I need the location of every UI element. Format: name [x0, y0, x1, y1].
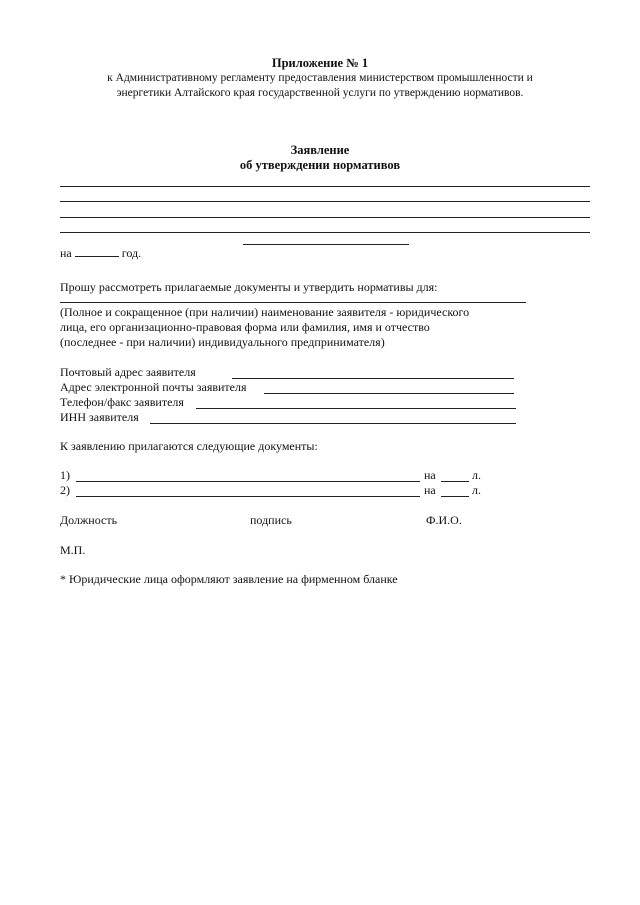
document-item-pages: л.	[472, 468, 481, 482]
applicant-note-line1: (Полное и сокращенное (при наличии) наименование заявителя - юридического	[60, 305, 470, 319]
blank-line[interactable]	[60, 232, 590, 233]
footnote: * Юридические лица оформляют заявление на фирменном бланке	[60, 572, 398, 586]
period-line	[60, 246, 141, 261]
email-field[interactable]	[264, 393, 514, 394]
document-item-pages: л.	[472, 483, 481, 497]
documents-intro: К заявлению прилагаются следующие документы:	[60, 439, 318, 453]
appendix-subtitle-line1: к Административному регламенту предоставления министерством промышленности и	[107, 72, 533, 84]
period-prefix: на	[60, 246, 72, 260]
inn-label: ИНН заявителя	[60, 410, 139, 424]
postal-address-field[interactable]	[232, 378, 514, 379]
applicant-note-line3: (последнее - при наличии) индивидуального предпринимателя)	[60, 335, 385, 349]
blank-line[interactable]	[60, 201, 590, 202]
short-blank-line[interactable]	[243, 244, 409, 245]
statement-title: Заявление	[290, 143, 350, 157]
stamp-label: М.П.	[60, 543, 86, 557]
document-item-field[interactable]	[76, 496, 420, 497]
period-suffix: год.	[121, 246, 142, 260]
period-year-field[interactable]	[75, 246, 119, 257]
applicant-note-line2: лица, его организационно-правовая форма или фамилия, имя и отчество	[60, 320, 430, 334]
document-item-field[interactable]	[76, 481, 420, 482]
document-pages-field[interactable]	[441, 481, 469, 482]
statement-subtitle: об утверждении нормативов	[239, 158, 401, 172]
document-pages-field[interactable]	[441, 496, 469, 497]
inn-field[interactable]	[150, 423, 516, 424]
blank-line[interactable]	[60, 217, 590, 218]
document-item-num: 2)	[60, 483, 70, 497]
email-label: Адрес электронной почты заявителя	[60, 380, 247, 394]
document-item-on: на	[424, 468, 436, 482]
blank-line[interactable]	[60, 186, 590, 187]
signature-sign: подпись	[250, 513, 292, 527]
postal-address-label: Почтовый адрес заявителя	[60, 365, 196, 379]
signature-name: Ф.И.О.	[426, 513, 462, 527]
document-item-on: на	[424, 483, 436, 497]
signature-position: Должность	[60, 513, 118, 527]
phone-fax-field[interactable]	[196, 408, 516, 409]
applicant-name-line[interactable]	[60, 302, 526, 303]
request-text: Прошу рассмотреть прилагаемые документы и утвердить нормативы для:	[60, 280, 438, 294]
appendix-title: Приложение № 1	[271, 56, 369, 70]
document-item-num: 1)	[60, 468, 70, 482]
phone-fax-label: Телефон/факс заявителя	[60, 395, 184, 409]
appendix-subtitle-line2: энергетики Алтайского края государственной услуги по утверждению нормативов.	[116, 87, 524, 99]
